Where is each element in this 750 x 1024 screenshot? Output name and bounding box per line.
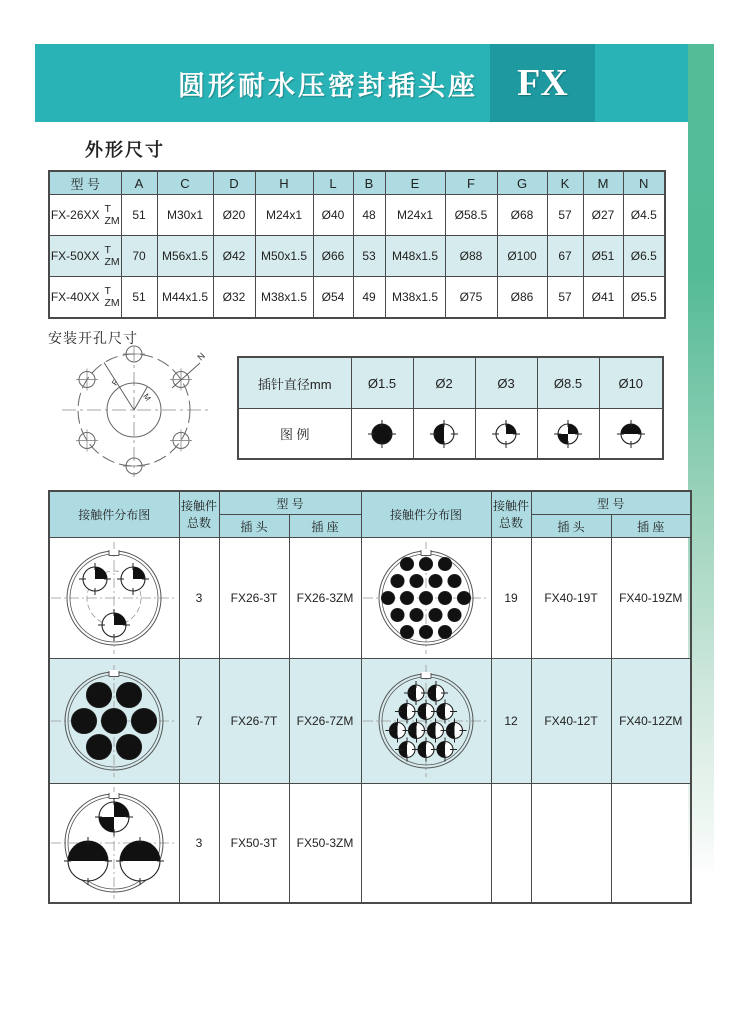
pin-symbol-icon <box>490 418 522 450</box>
dim-col-header: A <box>121 171 157 195</box>
model-name: FX-26XX <box>50 208 100 222</box>
variant-top: T <box>104 202 111 215</box>
dim-cell: Ø20 <box>213 195 255 236</box>
dim-cell: Ø5.5 <box>623 277 665 319</box>
diagram-header: 接触件分布图 <box>49 491 179 538</box>
contact-arrangement-table <box>48 490 692 904</box>
socket-model: FX40-12ZM <box>611 659 691 784</box>
dim-header-row <box>49 171 665 195</box>
contact-diagram <box>362 663 490 779</box>
series-code: FX <box>517 62 568 104</box>
contact-diagram-cell <box>361 538 491 659</box>
hole-diameter-label-n: N <box>195 350 208 363</box>
count-header-line2: 总数 <box>186 515 211 530</box>
dim-col-header: 型 号 <box>49 171 121 195</box>
model-name: FX-50XX <box>50 249 100 263</box>
dim-row-fx40 <box>49 277 665 319</box>
pin-legend-cell <box>599 409 663 460</box>
dim-cell: M24x1 <box>255 195 313 236</box>
pin-diameter-value: Ø2 <box>413 357 475 409</box>
dimensions-table <box>48 170 666 319</box>
dim-col-header: B <box>353 171 385 195</box>
count-header-line1: 接触件 <box>492 499 529 514</box>
section-title-mounting: 安装开孔尺寸 <box>48 330 138 346</box>
socket-model: FX26-3ZM <box>289 538 361 659</box>
dim-cell: M48x1.5 <box>385 236 445 277</box>
model-name: FX-40XX <box>50 290 100 304</box>
plug-model: FX40-12T <box>531 659 611 784</box>
contact-diagram <box>50 540 178 656</box>
dim-cell: M50x1.5 <box>255 236 313 277</box>
pin-symbol-icon <box>615 418 647 450</box>
dim-cell: Ø58.5 <box>445 195 497 236</box>
dim-cell: M30x1 <box>157 195 213 236</box>
contact-diagram-cell <box>49 659 179 784</box>
pin-legend-cell <box>537 409 599 460</box>
model-variants <box>105 244 120 268</box>
dim-cell: Ø40 <box>313 195 353 236</box>
dim-cell: 57 <box>547 277 583 319</box>
dim-col-header: H <box>255 171 313 195</box>
contact-diagram-cell <box>361 784 491 904</box>
pin-symbol-icon <box>428 418 460 450</box>
pin-legend-cell <box>351 409 413 460</box>
contact-diagram <box>362 540 490 656</box>
pin-diameter-row <box>238 357 663 409</box>
variant-bottom: ZM <box>104 215 120 227</box>
contact-header-row-1 <box>49 491 691 515</box>
contact-count: 3 <box>179 784 219 904</box>
pin-legend-cell <box>475 409 537 460</box>
socket-model: FX50-3ZM <box>289 784 361 904</box>
variant-bottom: ZM <box>104 256 120 268</box>
plug-header: 插 头 <box>219 515 289 538</box>
dim-cell: 67 <box>547 236 583 277</box>
radius-label-m: M <box>141 391 153 403</box>
dim-cell: M56x1.5 <box>157 236 213 277</box>
pin-diameter-label: 插针直径mm <box>238 357 351 409</box>
dim-col-header: K <box>547 171 583 195</box>
pin-symbol-icon <box>366 418 398 450</box>
section-title-dimensions: 外形尺寸 <box>85 140 165 160</box>
model-header: 型 号 <box>219 491 361 515</box>
pin-legend-row <box>238 409 663 460</box>
dim-cell: Ø68 <box>497 195 547 236</box>
dim-col-header: F <box>445 171 497 195</box>
dim-cell: Ø75 <box>445 277 497 319</box>
socket-header: 插 座 <box>611 515 691 538</box>
contact-diagram-cell <box>361 659 491 784</box>
socket-header: 插 座 <box>289 515 361 538</box>
contact-diagram <box>50 785 178 901</box>
pin-diameter-value: Ø8.5 <box>537 357 599 409</box>
dim-cell: Ø32 <box>213 277 255 319</box>
dim-col-header: L <box>313 171 353 195</box>
dim-cell: Ø86 <box>497 277 547 319</box>
dim-col-header: G <box>497 171 547 195</box>
dim-cell: Ø4.5 <box>623 195 665 236</box>
contact-diagram-cell <box>49 784 179 904</box>
pin-diameter-value: Ø10 <box>599 357 663 409</box>
plug-model: FX26-7T <box>219 659 289 784</box>
dim-cell: 70 <box>121 236 157 277</box>
socket-model: FX26-7ZM <box>289 659 361 784</box>
dim-col-header: D <box>213 171 255 195</box>
dim-cell: 51 <box>121 277 157 319</box>
plug-model: FX26-3T <box>219 538 289 659</box>
dim-cell: Ø51 <box>583 236 623 277</box>
count-header-line1: 接触件 <box>180 499 217 514</box>
model-cell <box>49 236 121 277</box>
pin-diameter-value: Ø3 <box>475 357 537 409</box>
model-cell <box>49 277 121 319</box>
dim-cell: Ø54 <box>313 277 353 319</box>
mounting-hole-drawing <box>50 344 222 480</box>
dim-cell: Ø88 <box>445 236 497 277</box>
dim-row-fx50 <box>49 236 665 277</box>
pin-diameter-table <box>237 356 664 460</box>
socket-model <box>611 784 691 904</box>
radius-label-f: F <box>110 378 121 388</box>
model-cell <box>49 195 121 236</box>
model-variants <box>105 285 120 309</box>
dim-cell: 57 <box>547 195 583 236</box>
plug-model: FX40-19T <box>531 538 611 659</box>
contact-diagram-cell <box>49 538 179 659</box>
series-code-box <box>490 44 595 122</box>
dim-cell: M38x1.5 <box>385 277 445 319</box>
contact-count: 7 <box>179 659 219 784</box>
contact-row <box>49 538 691 659</box>
count-header <box>179 491 219 538</box>
dim-cell: Ø6.5 <box>623 236 665 277</box>
page-title: 圆形耐水压密封插头座 <box>178 70 478 101</box>
contact-count: 3 <box>179 538 219 659</box>
dim-col-header: E <box>385 171 445 195</box>
count-header-line2: 总数 <box>498 515 523 530</box>
diagram-header: 接触件分布图 <box>361 491 491 538</box>
dim-col-header: M <box>583 171 623 195</box>
band-spacer <box>595 44 688 122</box>
dim-cell: Ø42 <box>213 236 255 277</box>
dim-cell: M44x1.5 <box>157 277 213 319</box>
header-band <box>35 44 688 122</box>
dim-col-header: N <box>623 171 665 195</box>
model-variants <box>105 203 120 227</box>
dim-cell: Ø27 <box>583 195 623 236</box>
plug-header: 插 头 <box>531 515 611 538</box>
dim-cell: Ø41 <box>583 277 623 319</box>
plug-model: FX50-3T <box>219 784 289 904</box>
contact-count: 12 <box>491 659 531 784</box>
dim-cell: M38x1.5 <box>255 277 313 319</box>
dim-cell: 48 <box>353 195 385 236</box>
variant-top: T <box>104 243 111 256</box>
contact-count: 19 <box>491 538 531 659</box>
contact-row <box>49 659 691 784</box>
contact-count <box>491 784 531 904</box>
count-header <box>491 491 531 538</box>
pin-symbol-icon <box>552 418 584 450</box>
dim-col-header: C <box>157 171 213 195</box>
pin-legend-label: 图 例 <box>238 409 351 460</box>
dim-cell: M24x1 <box>385 195 445 236</box>
dim-cell: 53 <box>353 236 385 277</box>
dim-row-fx26 <box>49 195 665 236</box>
variant-bottom: ZM <box>104 297 120 309</box>
pin-diameter-value: Ø1.5 <box>351 357 413 409</box>
contact-diagram <box>50 663 178 779</box>
plug-model <box>531 784 611 904</box>
model-header: 型 号 <box>531 491 691 515</box>
variant-top: T <box>104 284 111 297</box>
dim-cell: Ø66 <box>313 236 353 277</box>
contact-row <box>49 784 691 904</box>
dim-cell: 49 <box>353 277 385 319</box>
socket-model: FX40-19ZM <box>611 538 691 659</box>
pin-legend-cell <box>413 409 475 460</box>
dim-cell: 51 <box>121 195 157 236</box>
dim-cell: Ø100 <box>497 236 547 277</box>
